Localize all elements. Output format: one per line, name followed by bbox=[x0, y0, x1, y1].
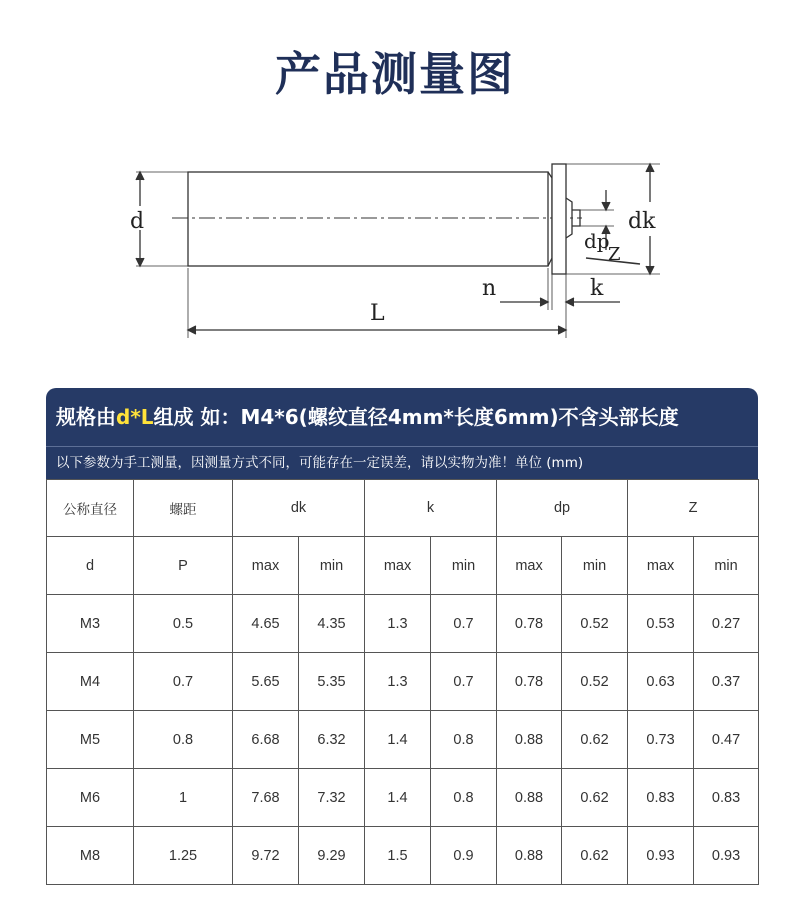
cell-value: 7.68 bbox=[233, 769, 299, 827]
cell-value: 0.8 bbox=[431, 711, 497, 769]
cell-size: M3 bbox=[47, 595, 134, 653]
label-d: d bbox=[130, 209, 145, 234]
table-row bbox=[47, 711, 759, 769]
label-z: Z bbox=[608, 244, 621, 265]
label-n: n bbox=[482, 276, 497, 301]
cell-value: 0.73 bbox=[628, 711, 694, 769]
label-dk: dk bbox=[628, 209, 656, 234]
label-L: L bbox=[370, 301, 385, 326]
cell-value: 1.4 bbox=[365, 769, 431, 827]
cell-value: 0.78 bbox=[497, 595, 562, 653]
cell-value: 0.52 bbox=[562, 595, 628, 653]
cell-value: 0.88 bbox=[497, 827, 562, 885]
cell-value: 0.47 bbox=[694, 711, 759, 769]
cell-value: 0.62 bbox=[562, 711, 628, 769]
header-diameter-sym: d bbox=[47, 537, 134, 595]
table-row bbox=[47, 653, 759, 711]
cell-value: 5.65 bbox=[233, 653, 299, 711]
cell-pitch: 0.7 bbox=[134, 653, 233, 711]
cell-value: 0.62 bbox=[562, 827, 628, 885]
banner-highlight: d*L bbox=[116, 405, 154, 429]
banner-suffix: 组成 如：M4*6(螺纹直径4mm*长度6mm)不含头部长度 bbox=[153, 405, 679, 429]
cell-value: 0.8 bbox=[431, 769, 497, 827]
header-dk: dk bbox=[233, 480, 365, 537]
cell-value: 6.32 bbox=[299, 711, 365, 769]
header-diameter-cn: 公称直径 bbox=[47, 480, 134, 537]
cell-value: 0.88 bbox=[497, 769, 562, 827]
cell-value: 4.65 bbox=[233, 595, 299, 653]
header-z: Z bbox=[628, 480, 759, 537]
table-row bbox=[47, 595, 759, 653]
cell-value: 4.35 bbox=[299, 595, 365, 653]
cell-value: 1.3 bbox=[365, 653, 431, 711]
cell-value: 0.9 bbox=[431, 827, 497, 885]
header-pitch-cn: 螺距 bbox=[134, 480, 233, 537]
cell-value: 0.27 bbox=[694, 595, 759, 653]
table-row bbox=[47, 769, 759, 827]
cell-value: 0.37 bbox=[694, 653, 759, 711]
cell-size: M4 bbox=[47, 653, 134, 711]
header-max: max bbox=[365, 537, 431, 595]
spec-format-note bbox=[46, 388, 758, 446]
cell-size: M8 bbox=[47, 827, 134, 885]
header-min: min bbox=[431, 537, 497, 595]
cell-size: M6 bbox=[47, 769, 134, 827]
header-min: min bbox=[562, 537, 628, 595]
cell-value: 0.7 bbox=[431, 653, 497, 711]
cell-value: 5.35 bbox=[299, 653, 365, 711]
spec-banner bbox=[46, 388, 758, 479]
cell-value: 0.7 bbox=[431, 595, 497, 653]
cell-value: 1.3 bbox=[365, 595, 431, 653]
cell-value: 1.4 bbox=[365, 711, 431, 769]
header-min: min bbox=[299, 537, 365, 595]
header-pitch-sym: P bbox=[134, 537, 233, 595]
cell-pitch: 0.5 bbox=[134, 595, 233, 653]
header-max: max bbox=[497, 537, 562, 595]
cell-value: 0.83 bbox=[694, 769, 759, 827]
page-title: 产品测量图 bbox=[275, 47, 515, 101]
cell-value: 0.78 bbox=[497, 653, 562, 711]
cell-value: 0.52 bbox=[562, 653, 628, 711]
cell-value: 0.93 bbox=[694, 827, 759, 885]
header-min: min bbox=[694, 537, 759, 595]
cell-value: 0.83 bbox=[628, 769, 694, 827]
cell-pitch: 0.8 bbox=[134, 711, 233, 769]
label-dp: dp bbox=[584, 229, 610, 253]
bolt-measurement-diagram bbox=[120, 150, 680, 350]
cell-pitch: 1.25 bbox=[134, 827, 233, 885]
header-k: k bbox=[365, 480, 497, 537]
cell-value: 0.93 bbox=[628, 827, 694, 885]
cell-value: 0.62 bbox=[562, 769, 628, 827]
cell-value: 1.5 bbox=[365, 827, 431, 885]
cell-value: 6.68 bbox=[233, 711, 299, 769]
header-max: max bbox=[233, 537, 299, 595]
cell-value: 0.53 bbox=[628, 595, 694, 653]
header-dp: dp bbox=[497, 480, 628, 537]
cell-value: 0.63 bbox=[628, 653, 694, 711]
header-max: max bbox=[628, 537, 694, 595]
banner-prefix: 规格由 bbox=[56, 405, 116, 429]
table-row bbox=[47, 827, 759, 885]
measurement-disclaimer: 以下参数为手工测量，因测量方式不同，可能存在一定误差，请以实物为准！单位 (mm) bbox=[46, 446, 758, 479]
cell-pitch: 1 bbox=[134, 769, 233, 827]
cell-value: 7.32 bbox=[299, 769, 365, 827]
cell-value: 9.72 bbox=[233, 827, 299, 885]
table-header-row bbox=[47, 480, 759, 537]
cell-size: M5 bbox=[47, 711, 134, 769]
label-k: k bbox=[590, 276, 604, 301]
table-subheader-row bbox=[47, 537, 759, 595]
cell-value: 0.88 bbox=[497, 711, 562, 769]
spec-table bbox=[46, 479, 759, 885]
cell-value: 9.29 bbox=[299, 827, 365, 885]
